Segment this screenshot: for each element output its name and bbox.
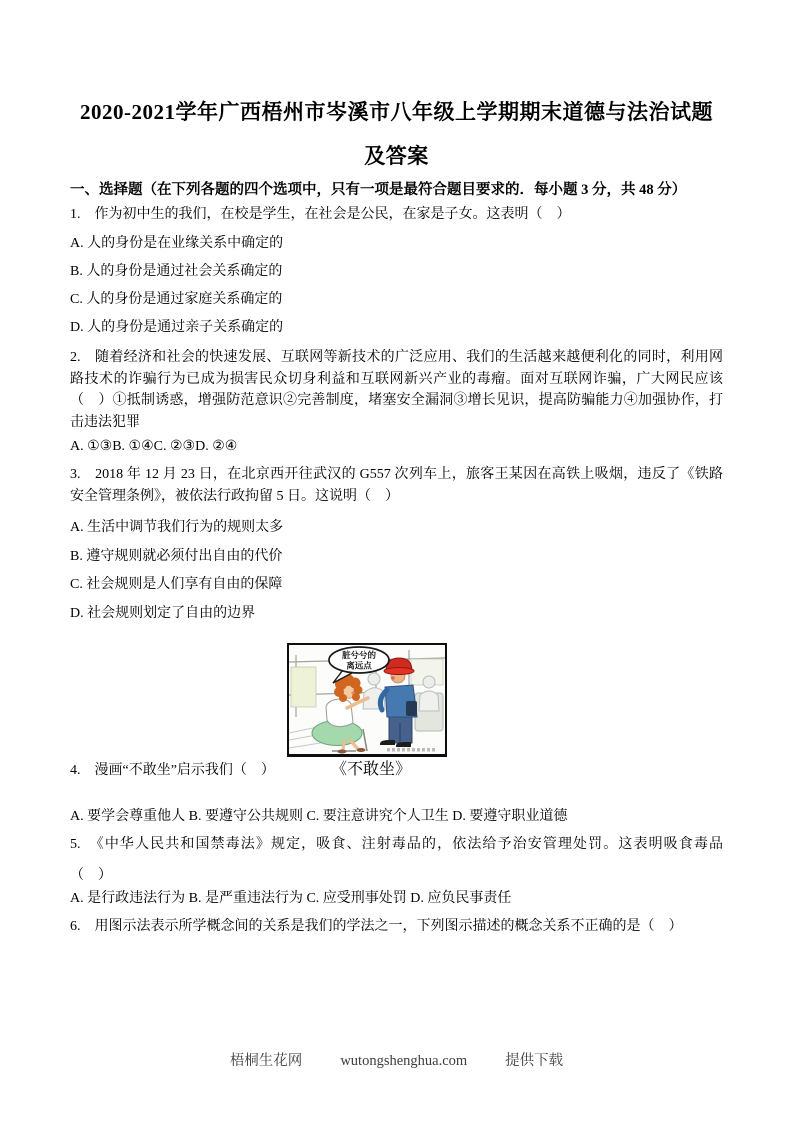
q5-stem-line2: （ ） [70, 867, 112, 883]
q2-stem-line3: （ ）①抵制诱惑，增强防范意识②完善制度，堵塞安全漏洞③增长见识，提高防骗能力④加强协作，打 [70, 393, 723, 408]
worker-bag [406, 701, 417, 716]
q4-row [70, 760, 723, 782]
footer-site-name: 梧桐生花网 [229, 1053, 303, 1069]
document-title-line1: 2020-2021学年广西梧州市岑溪市八年级上学期期末道德与法治试题 [80, 100, 713, 124]
q3-stem-line1: 3. 2018 年 12 月 23 日，在北京西开往武汉的 G557 次列车上，旅客王某因在高铁上吸烟，违反了《铁路 [70, 467, 723, 482]
q4-stem: 4. 漫画“不敢坐”启示我们（ ） [70, 762, 275, 778]
page-footer [0, 1051, 793, 1071]
cartoon-caption: 《不敢坐》 [330, 760, 411, 778]
footer-download-text: 提供下载 [505, 1053, 564, 1069]
q3-option-b: B. 遵守规则就必须付出自由的代价 [70, 548, 283, 564]
woman-shoe-2 [338, 749, 347, 753]
q1-option-b: B. 人的身份是通过社会关系确定的 [70, 264, 283, 279]
q2-stem [70, 347, 723, 433]
q2-stem-line2: 路技术的诈骗行为已成为损害民众切身利益和互联网新兴产业的毒瘤。面对互联网诈骗，广大网民应该 [70, 371, 723, 387]
footer-site-url: wutongshenghua.com [340, 1053, 468, 1069]
q2-options: A. ①③B. ①④C. ②③D. ②④ [70, 439, 238, 454]
q1-option-c: C. 人的身份是通过家庭关系确定的 [70, 292, 283, 307]
q3-option-a: A. 生活中调节我们行为的规则太多 [70, 520, 284, 535]
woman-shirt [326, 698, 353, 726]
worker-nose [391, 676, 394, 679]
q1-stem: 1. 作为初中生的我们，在校是学生，在社会是公民，在家是子女。这表明（ ） [70, 207, 571, 222]
woman-shoe-1 [357, 748, 366, 752]
q2-stem-line1: 2. 随着经济和社会的快速发展、互联网等新技术的广泛应用、我们的生活越来越便利化的同时，利用网 [70, 350, 723, 365]
section-header: 一、选择题（在下列各题的四个选项中，只有一项是最符合题目要求的．每小题 3 分，共 48 分） [70, 182, 687, 198]
q1-option-d: D. 人的身份是通过亲子关系确定的 [70, 320, 284, 335]
cartoon-svg [289, 645, 445, 754]
q3-stem-line2: 安全管理条例》，被依法行政拘留 5 日。这说明（ ） [70, 488, 399, 504]
q3-option-c: C. 社会规则是人们享有自由的保障 [70, 577, 283, 592]
woman-leg-2 [343, 741, 344, 750]
cartoon-figure [287, 643, 447, 757]
q3-stem [70, 464, 723, 507]
q6-stem: 6. 用图示法表示所学概念间的关系是我们的学法之一，下列图示描述的概念关系不正确的是（ ） [70, 918, 683, 934]
q5-options: A. 是行政违法行为 B. 是严重违法行为 C. 应受刑事处罚 D. 应负民事责任 [70, 890, 512, 906]
q4-options: A. 要学会尊重他人 B. 要遵守公共规则 C. 要注意讲究个人卫生 D. 要遵守职业道德 [70, 808, 568, 824]
document-title-line2: 及答案 [364, 144, 429, 168]
q1-options [70, 233, 723, 338]
q1-option-a: A. 人的身份是在业缘关系中确定的 [70, 236, 284, 251]
bubble-text-line2: 离远点 [346, 660, 372, 670]
q3-options [70, 517, 723, 624]
q2-stem-line4: 击违法犯罪 [70, 414, 140, 430]
q5-stem-line1: 5. 《中华人民共和国禁毒法》规定，吸食、注射毒品的，依法给予治安管理处罚。这表明吸食毒品 [70, 836, 723, 852]
worker-helmet-brim [384, 667, 414, 674]
q3-option-d: D. 社会规则划定了自由的边界 [70, 605, 256, 621]
window-pane [291, 667, 316, 707]
bubble-text-line1: 脏兮兮的 [341, 649, 377, 660]
